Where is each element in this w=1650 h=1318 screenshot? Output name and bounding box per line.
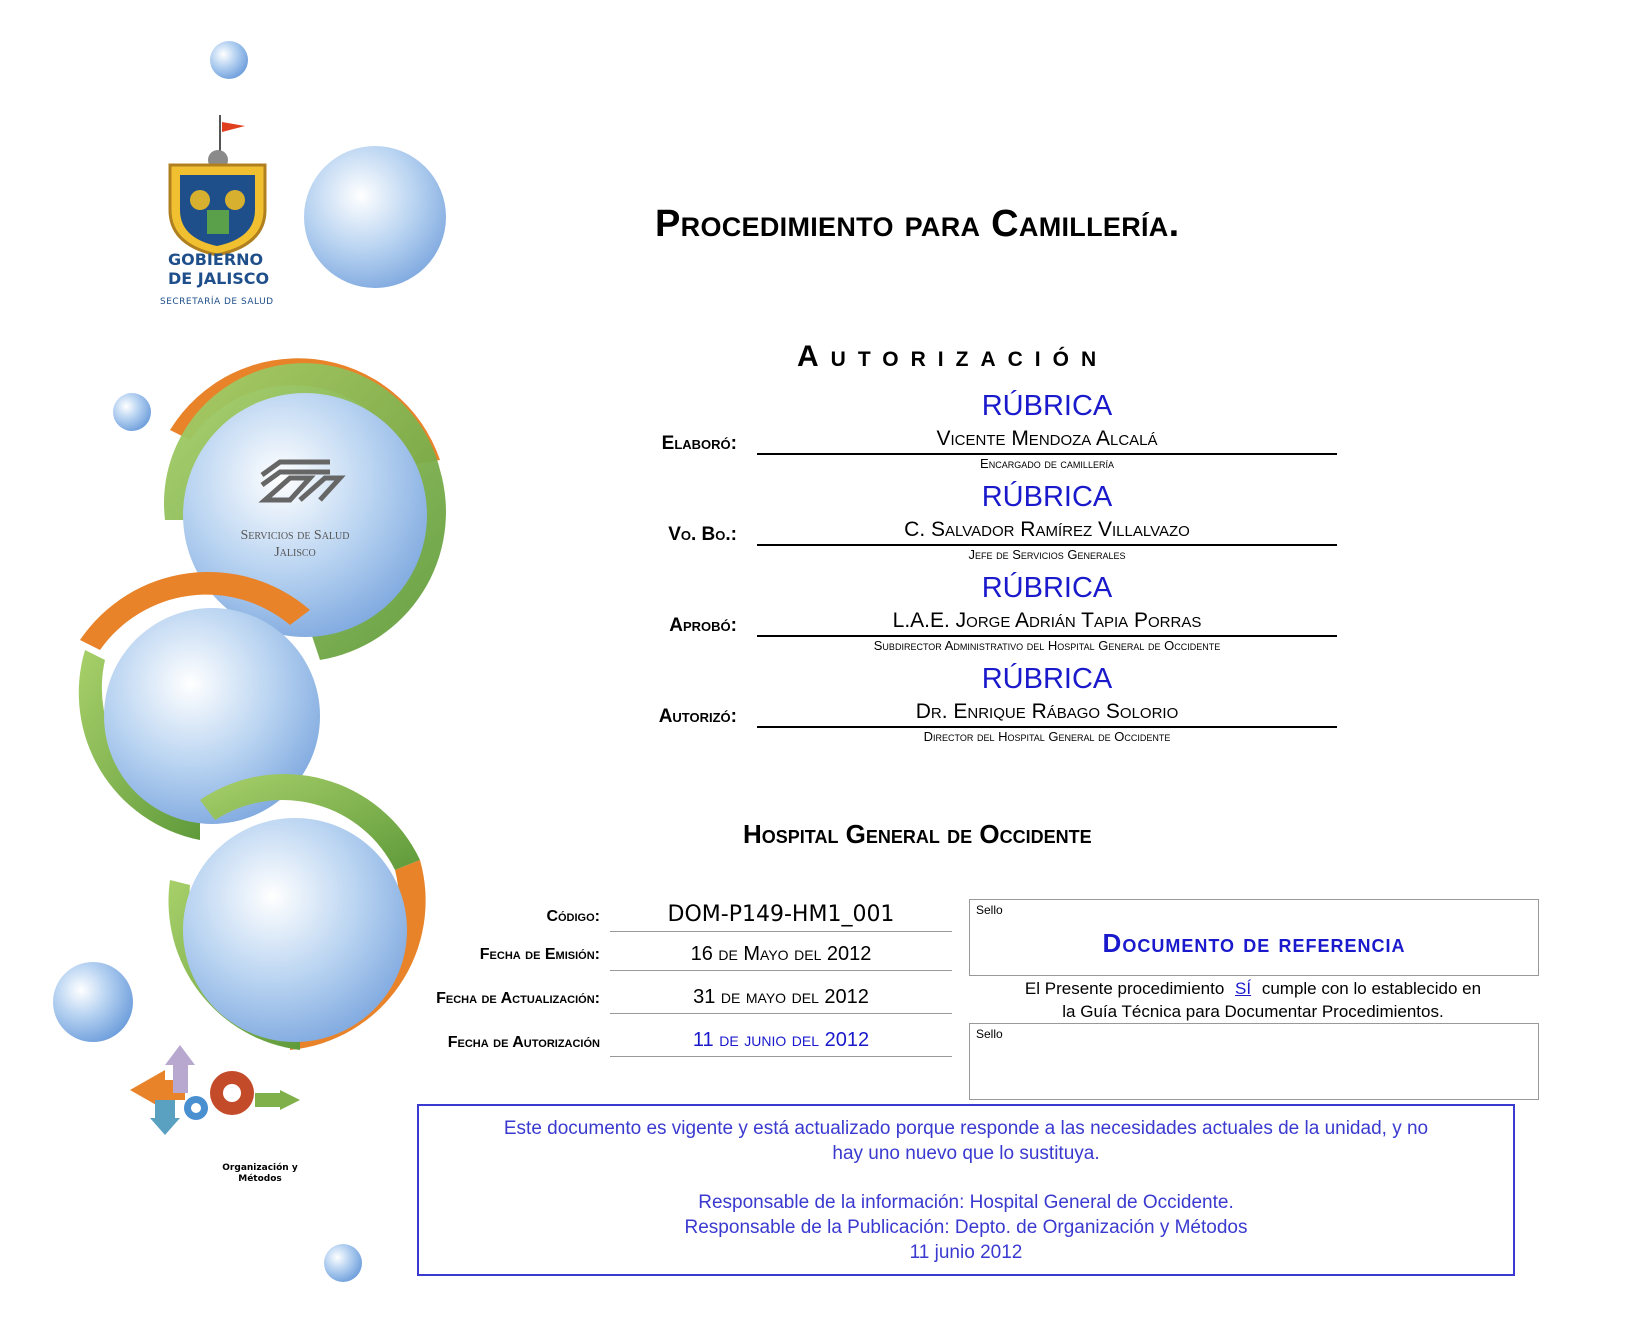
fecha-emision-label: Fecha de Emisión: bbox=[479, 946, 600, 963]
footer-date: 11 junio 2012 bbox=[909, 1242, 1023, 1263]
bubble-decoration bbox=[53, 962, 133, 1042]
gobierno-logo-text bbox=[168, 250, 269, 288]
gobierno-line-1: GOBIERNO bbox=[168, 250, 264, 269]
blue-circle bbox=[183, 818, 407, 1042]
document-reference-title: Documento de referencia bbox=[1102, 928, 1406, 958]
role-label: Vo. Bo.: bbox=[668, 524, 737, 545]
jalisco-coat-of-arms-icon bbox=[170, 115, 265, 255]
signer-position: Director del Hospital General de Occidente bbox=[923, 729, 1171, 744]
organizacion-metodos-logo-icon bbox=[130, 1045, 300, 1135]
vigente-line-1: Este documento es vigente y está actualizado porque responde a las necesidades actuales de la unidad, y no bbox=[503, 1118, 1429, 1139]
page-title: Procedimiento para Camillería. bbox=[655, 203, 1180, 245]
sello-label: Sello bbox=[976, 903, 1003, 917]
rubrica-text: RÚBRICA bbox=[981, 663, 1113, 695]
role-label: Elaboró: bbox=[661, 433, 737, 454]
servicios-line-1: Servicios de Salud bbox=[240, 528, 350, 543]
presente-si: SÍ bbox=[1235, 979, 1252, 998]
fecha-actualizacion-value: 31 de mayo del 2012 bbox=[610, 986, 952, 1014]
fecha-actualizacion-label: Fecha de Actualización: bbox=[436, 990, 600, 1007]
servicios-salud-text bbox=[220, 527, 370, 561]
validity-notice-box bbox=[417, 1104, 1515, 1276]
sello-label: Sello bbox=[976, 1027, 1003, 1041]
presente-pre: El Presente procedimiento bbox=[1024, 979, 1225, 998]
signer-name: Dr. Enrique Rábago Solorio bbox=[757, 700, 1337, 728]
signer-position: Jefe de Servicios Generales bbox=[968, 547, 1126, 562]
responsable-info: Responsable de la información: Hospital General de Occidente. bbox=[698, 1192, 1234, 1213]
presente-post: cumple con lo establecido en bbox=[1261, 979, 1482, 998]
fecha-autorizacion-label: Fecha de Autorización bbox=[447, 1034, 600, 1051]
rubrica-text: RÚBRICA bbox=[981, 572, 1113, 604]
organizacion-metodos-text bbox=[205, 1163, 315, 1185]
org-line-2: Métodos bbox=[238, 1174, 282, 1184]
rubrica-text: RÚBRICA bbox=[981, 390, 1113, 422]
bubble-decoration bbox=[210, 41, 248, 79]
presente-statement bbox=[969, 977, 1537, 1023]
servicios-line-2: Jalisco bbox=[274, 545, 316, 560]
signer-position: Subdirector Administrativo del Hospital General de Occidente bbox=[873, 638, 1221, 653]
signer-name: Vicente Mendoza Alcalá bbox=[757, 427, 1337, 455]
fecha-emision-value: 16 de Mayo del 2012 bbox=[610, 943, 952, 971]
responsable-publicacion: Responsable de la Publicación: Depto. de Organización y Métodos bbox=[684, 1217, 1248, 1238]
fecha-autorizacion-value: 11 de junio del 2012 bbox=[610, 1029, 952, 1057]
presente-line-2: la Guía Técnica para Documentar Procedimientos. bbox=[1062, 1002, 1444, 1021]
org-line-1: Organización y bbox=[222, 1163, 298, 1173]
signer-name: C. Salvador Ramírez Villalvazo bbox=[757, 518, 1337, 546]
signer-name: L.A.E. Jorge Adrián Tapia Porras bbox=[757, 609, 1337, 637]
role-label: Aprobó: bbox=[669, 615, 737, 636]
presente-line-1 bbox=[969, 977, 1537, 1000]
sello-box-empty bbox=[969, 1023, 1539, 1100]
secretaria-text: SECRETARÍA DE SALUD bbox=[160, 297, 274, 307]
bubble-decoration bbox=[324, 1244, 362, 1282]
sello-box-reference bbox=[969, 899, 1539, 976]
hospital-name: Hospital General de Occidente bbox=[743, 819, 1092, 849]
signer-position: Encargado de camillería bbox=[980, 456, 1114, 471]
blue-circle bbox=[183, 393, 427, 637]
bubble-decoration bbox=[304, 146, 446, 288]
gobierno-line-2: DE JALISCO bbox=[168, 269, 270, 288]
codigo-label: Código: bbox=[546, 908, 600, 925]
bubble-decoration bbox=[113, 393, 151, 431]
codigo-value: DOM-P149-HM1_001 bbox=[610, 902, 952, 932]
rubrica-text: RÚBRICA bbox=[981, 481, 1113, 513]
authorization-title: Autorización bbox=[797, 340, 1109, 373]
vigente-line-2: hay uno nuevo que lo sustituya. bbox=[832, 1143, 1100, 1164]
role-label: Autorizó: bbox=[658, 706, 737, 727]
